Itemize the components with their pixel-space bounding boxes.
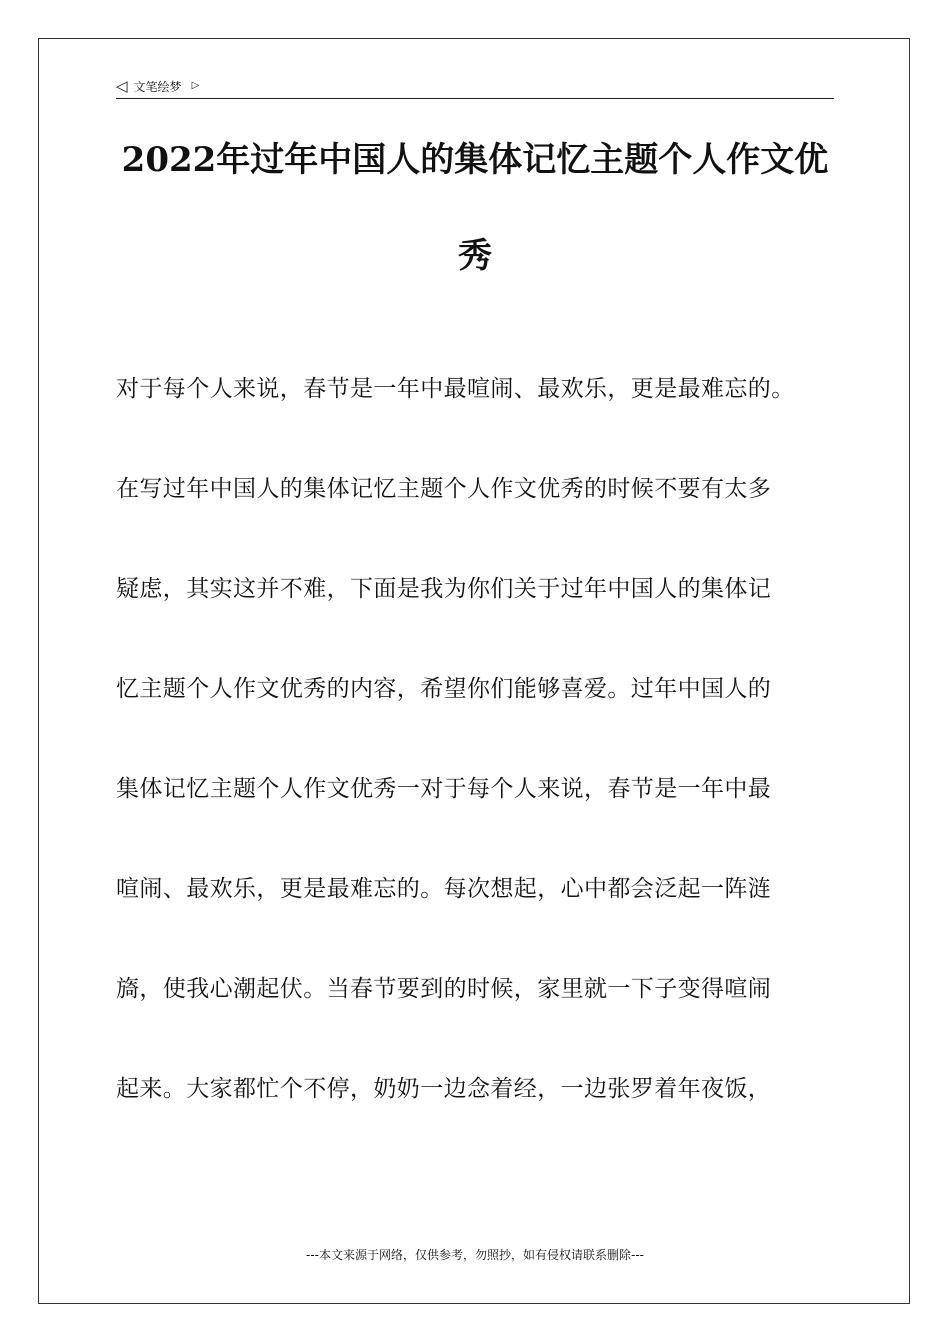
page-footer: ---本文来源于网络，仅供参考，勿照抄，如有侵权请联系删除--- [306, 1248, 644, 1262]
document-title-line-1: 2022年过年中国人的集体记忆主题个人作文优 [121, 140, 829, 180]
body-line: 对于每个人来说，春节是一年中最喧闹、最欢乐，更是最难忘的。 [116, 376, 795, 402]
body-line: 在写过年中国人的集体记忆主题个人作文优秀的时候不要有太多 [116, 476, 772, 502]
page-header [116, 74, 834, 99]
body-line: 起来。大家都忙个不停，奶奶一边念着经，一边张罗着年夜饭， [116, 1076, 772, 1102]
triangle-right-icon: ▷ [191, 80, 200, 91]
body-line: 旖，使我心潮起伏。当春节要到的时候，家里就一下子变得喧闹 [116, 976, 772, 1002]
body-line: 疑虑，其实这并不难，下面是我为你们关于过年中国人的集体记 [116, 576, 772, 602]
body-line: 喧闹、最欢乐，更是最难忘的。每次想起，心中都会泛起一阵涟 [116, 876, 772, 902]
document-title-line-2: 秀 [458, 236, 492, 276]
triangle-left-icon: ◁ [116, 76, 128, 95]
header-brand: 文笔绘梦 [133, 79, 182, 94]
body-line: 集体记忆主题个人作文优秀一对于每个人来说，春节是一年中最 [116, 776, 772, 802]
body-line: 忆主题个人作文优秀的内容，希望你们能够喜爱。过年中国人的 [116, 676, 772, 702]
